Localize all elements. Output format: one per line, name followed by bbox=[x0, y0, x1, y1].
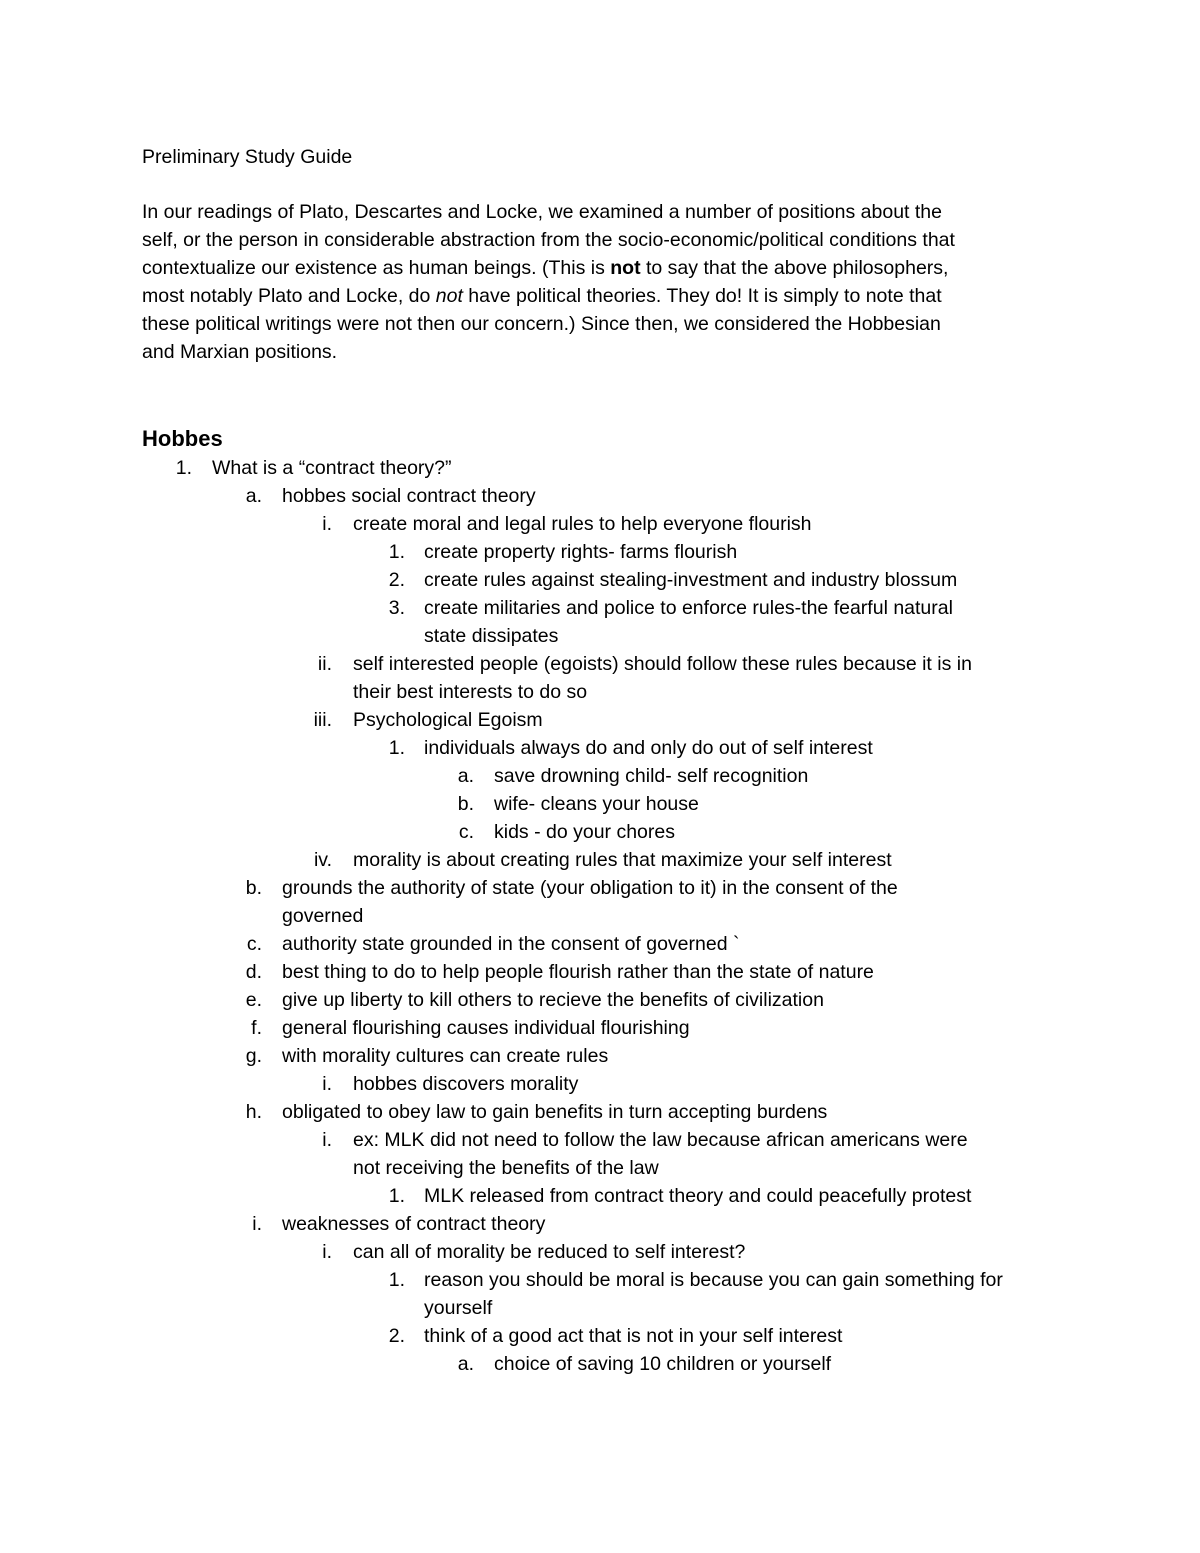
outline-item bbox=[0, 790, 1200, 818]
intro-line: In our readings of Plato, Descartes and Locke, we examined a number of positions about the bbox=[142, 201, 942, 223]
outline-item bbox=[0, 650, 1200, 678]
outline-item-text: their best interests to do so bbox=[353, 681, 588, 703]
outline-item-text: authority state grounded in the consent of governed ` bbox=[282, 933, 740, 955]
outline-item-marker: h. bbox=[245, 1101, 262, 1123]
outline-item-text: general flourishing causes individual flourishing bbox=[282, 1017, 690, 1039]
outline-item-marker: c. bbox=[458, 821, 474, 843]
outline-item-marker: i. bbox=[322, 1073, 332, 1095]
outline-item-text: obligated to obey law to gain benefits in turn accepting burdens bbox=[282, 1101, 828, 1123]
outline-item bbox=[0, 986, 1200, 1014]
outline-item-marker: a. bbox=[457, 765, 474, 787]
outline-item bbox=[0, 1126, 1200, 1154]
outline-item-marker: 3. bbox=[388, 597, 405, 619]
outline-item-marker: 1. bbox=[388, 737, 405, 759]
outline-item-marker: 2. bbox=[388, 569, 405, 591]
outline-item-text: ex: MLK did not need to follow the law because african americans were bbox=[353, 1129, 968, 1151]
outline-item bbox=[0, 1322, 1200, 1350]
intro-line: and Marxian positions. bbox=[142, 341, 338, 363]
outline-item bbox=[0, 1266, 1200, 1294]
outline-item bbox=[0, 846, 1200, 874]
outline-item-marker: f. bbox=[251, 1017, 262, 1039]
outline-item-text: hobbes social contract theory bbox=[282, 485, 536, 507]
intro-line bbox=[142, 282, 1072, 310]
intro-italic-text: not bbox=[435, 285, 463, 307]
intro-text: contextualize our existence as human beings. (This is bbox=[142, 257, 611, 279]
outline-item-marker: 2. bbox=[388, 1325, 405, 1347]
outline-item-text: state dissipates bbox=[424, 625, 559, 647]
outline-item-marker: b. bbox=[457, 793, 474, 815]
outline-item-text: with morality cultures can create rules bbox=[282, 1045, 609, 1067]
outline-item-continuation bbox=[0, 1294, 1200, 1322]
outline-item-text: What is a “contract theory?” bbox=[212, 457, 452, 479]
outline-item-text: think of a good act that is not in your self interest bbox=[424, 1325, 843, 1347]
outline-item bbox=[0, 1210, 1200, 1238]
outline-item-marker: a. bbox=[457, 1353, 474, 1375]
outline-item bbox=[0, 762, 1200, 790]
intro-text: to say that the above philosophers, bbox=[640, 257, 949, 279]
outline-item-text: MLK released from contract theory and could peacefully protest bbox=[424, 1185, 972, 1207]
outline-item-text: individuals always do and only do out of self interest bbox=[424, 737, 873, 759]
intro-line: these political writings were not then our concern.) Since then, we considered the Hobbesian bbox=[142, 313, 941, 335]
outline-item bbox=[0, 1098, 1200, 1126]
page-title: Preliminary Study Guide bbox=[142, 146, 353, 168]
outline-item bbox=[0, 1042, 1200, 1070]
outline-item-marker: 1. bbox=[175, 457, 192, 479]
outline-item-marker: d. bbox=[245, 961, 262, 983]
outline-item-text: grounds the authority of state (your obligation to it) in the consent of the bbox=[282, 877, 898, 899]
outline-item-continuation bbox=[0, 902, 1200, 930]
outline-item-text: create moral and legal rules to help everyone flourish bbox=[353, 513, 812, 535]
outline-item-text: hobbes discovers morality bbox=[353, 1073, 579, 1095]
outline-item-marker: ii. bbox=[317, 653, 332, 675]
outline-item-marker: iii. bbox=[313, 709, 332, 731]
outline-item-marker: 1. bbox=[388, 1269, 405, 1291]
outline-item bbox=[0, 594, 1200, 622]
outline-list bbox=[0, 454, 1200, 1378]
outline-item-continuation bbox=[0, 1154, 1200, 1182]
outline-item-text: not receiving the benefits of the law bbox=[353, 1157, 659, 1179]
outline-item-marker: i. bbox=[322, 1129, 332, 1151]
outline-item-text: self interested people (egoists) should follow these rules because it is in bbox=[353, 653, 972, 675]
outline-item bbox=[0, 538, 1200, 566]
outline-item-marker: g. bbox=[245, 1045, 262, 1067]
outline-item bbox=[0, 1070, 1200, 1098]
intro-bold-text: not bbox=[610, 257, 641, 279]
outline-item-text: wife- cleans your house bbox=[494, 793, 699, 815]
outline-item-continuation bbox=[0, 678, 1200, 706]
outline-item-marker: c. bbox=[246, 933, 262, 955]
outline-item bbox=[0, 706, 1200, 734]
outline-item bbox=[0, 930, 1200, 958]
outline-item bbox=[0, 510, 1200, 538]
outline-item bbox=[0, 1238, 1200, 1266]
outline-item-text: create property rights- farms flourish bbox=[424, 541, 738, 563]
outline-item bbox=[0, 734, 1200, 762]
outline-item-text: give up liberty to kill others to recieve the benefits of civilization bbox=[282, 989, 824, 1011]
outline-item bbox=[0, 454, 1200, 482]
outline-item-text: create rules against stealing-investment and industry blossum bbox=[424, 569, 958, 591]
outline-item bbox=[0, 1182, 1200, 1210]
outline-item-text: governed bbox=[282, 905, 364, 927]
outline-item-text: choice of saving 10 children or yourself bbox=[494, 1353, 832, 1375]
outline-item-text: reason you should be moral is because you can gain something for bbox=[424, 1269, 1003, 1291]
intro-paragraph bbox=[142, 198, 1072, 366]
outline-item bbox=[0, 1014, 1200, 1042]
intro-line bbox=[142, 254, 1072, 282]
outline-item-text: weaknesses of contract theory bbox=[282, 1213, 546, 1235]
section-heading: Hobbes bbox=[142, 426, 223, 451]
outline-item-marker: 1. bbox=[388, 541, 405, 563]
intro-line: self, or the person in considerable abstraction from the socio-economic/political conditions that bbox=[142, 229, 955, 251]
outline-item-marker: iv. bbox=[313, 849, 332, 871]
outline-item-text: morality is about creating rules that maximize your self interest bbox=[353, 849, 892, 871]
outline-item bbox=[0, 874, 1200, 902]
outline-item-text: kids - do your chores bbox=[494, 821, 675, 843]
outline-item-text: yourself bbox=[424, 1297, 493, 1319]
outline-item-text: Psychological Egoism bbox=[353, 709, 543, 731]
outline-item bbox=[0, 1350, 1200, 1378]
outline-item-marker: b. bbox=[245, 877, 262, 899]
outline-item-text: save drowning child- self recognition bbox=[494, 765, 809, 787]
outline-item bbox=[0, 818, 1200, 846]
outline-item bbox=[0, 566, 1200, 594]
outline-item-text: create militaries and police to enforce rules-the fearful natural bbox=[424, 597, 953, 619]
outline-item-marker: i. bbox=[322, 513, 332, 535]
outline-item-marker: i. bbox=[252, 1213, 262, 1235]
outline-item bbox=[0, 482, 1200, 510]
intro-text: have political theories. They do! It is simply to note that bbox=[462, 285, 942, 307]
outline-item-text: can all of morality be reduced to self interest? bbox=[353, 1241, 746, 1263]
outline-item-marker: a. bbox=[245, 485, 262, 507]
outline-item-marker: 1. bbox=[388, 1185, 405, 1207]
outline-item-marker: i. bbox=[322, 1241, 332, 1263]
outline-item-continuation bbox=[0, 622, 1200, 650]
intro-text: most notably Plato and Locke, do bbox=[142, 285, 436, 307]
outline-item-text: best thing to do to help people flourish rather than the state of nature bbox=[282, 961, 874, 983]
outline-item-marker: e. bbox=[245, 989, 262, 1011]
outline-item bbox=[0, 958, 1200, 986]
